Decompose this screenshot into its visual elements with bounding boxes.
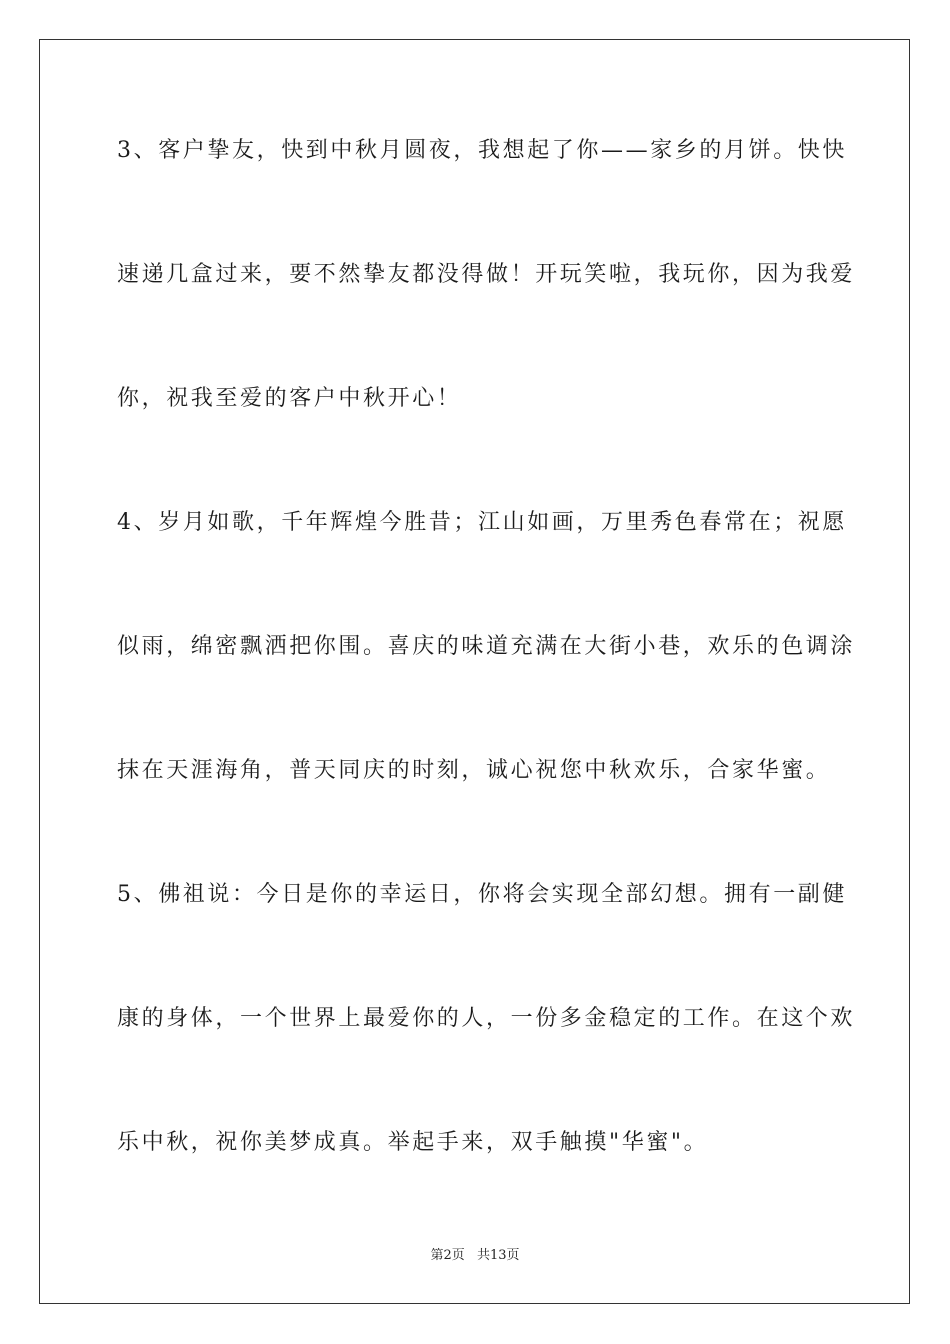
current-page-number: 第2页 [430, 1248, 465, 1263]
paragraph-5-line-2: 康的身体，一个世界上最爱你的人，一份多金稳定的工作。在这个欢 [117, 1006, 856, 1031]
paragraph-4-line-2: 似雨，绵密飘洒把你围。喜庆的味道充满在大街小巷，欢乐的色调涂 [117, 634, 856, 659]
paragraph-4-line-1: 4、岁月如歌，千年辉煌今胜昔；江山如画，万里秀色春常在；祝愿 [117, 510, 847, 535]
page-footer [0, 1247, 950, 1265]
paragraph-4-line-3: 抹在天涯海角，普天同庆的时刻，诚心祝您中秋欢乐，合家华蜜。 [117, 758, 831, 783]
total-page-count: 共13页 [476, 1248, 520, 1263]
paragraph-3-line-1: 3、客户挚友，快到中秋月圆夜，我想起了你——家乡的月饼。快快 [117, 138, 847, 163]
page-border [39, 39, 910, 1304]
paragraph-3-line-3: 你，祝我至爱的客户中秋开心！ [117, 386, 462, 411]
paragraph-3-line-2: 速递几盒过来，要不然挚友都没得做！开玩笑啦，我玩你，因为我爱 [117, 262, 856, 287]
paragraph-5-line-1: 5、佛祖说：今日是你的幸运日，你将会实现全部幻想。拥有一副健 [117, 882, 847, 907]
paragraph-5-line-3: 乐中秋，祝你美梦成真。举起手来，双手触摸"华蜜"。 [117, 1130, 709, 1155]
